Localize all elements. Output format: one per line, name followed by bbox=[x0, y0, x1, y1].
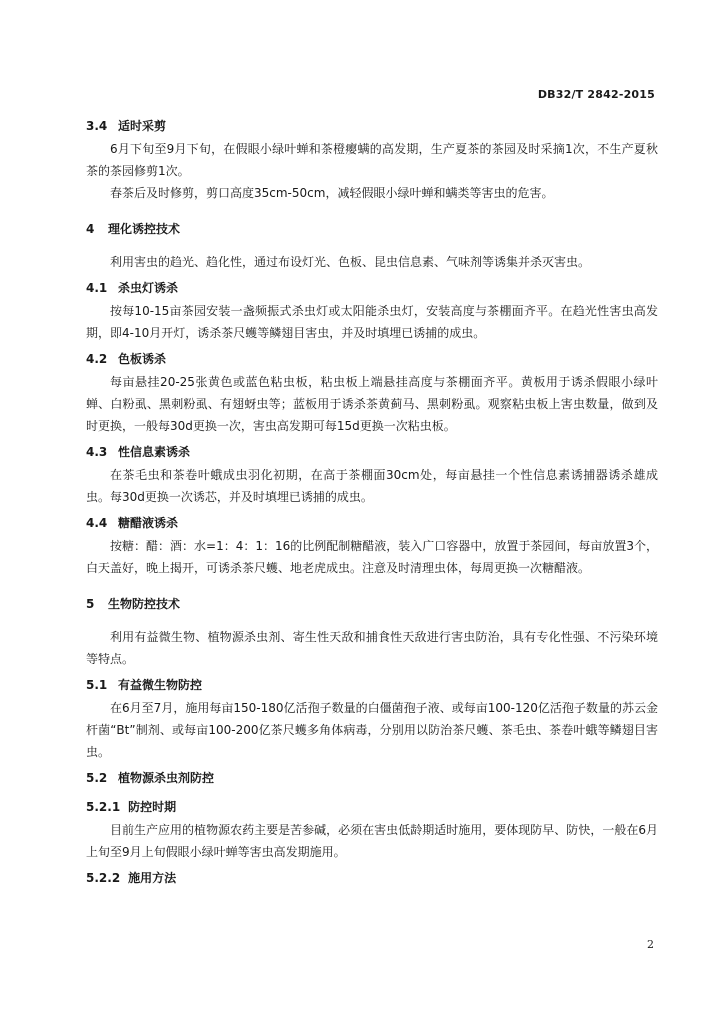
section-heading bbox=[86, 117, 658, 134]
section-number: 4.1 bbox=[86, 281, 108, 295]
paragraph: 利用害虫的趋光、趋化性，通过布设灯光、色板、昆虫信息素、气味剂等诱集并杀灭害虫。 bbox=[110, 255, 591, 269]
section-4 bbox=[86, 220, 658, 273]
section-heading bbox=[86, 769, 658, 786]
section-title: 有益微生物防控 bbox=[118, 678, 203, 692]
section-heading bbox=[86, 514, 658, 531]
section-number: 5 bbox=[86, 597, 95, 611]
section-number: 4.4 bbox=[86, 516, 108, 530]
section-title: 色板诱杀 bbox=[118, 352, 167, 366]
section-5-2 bbox=[86, 769, 658, 786]
paragraph: 春茶后及时修剪，剪口高度35cm-50cm，减轻假眼小绿叶蝉和螨类等害虫的危害。 bbox=[110, 186, 554, 200]
section-number: 4.2 bbox=[86, 352, 108, 366]
section-title: 杀虫灯诱杀 bbox=[118, 281, 179, 295]
section-heading bbox=[86, 676, 658, 693]
section-4-4 bbox=[86, 514, 658, 579]
section-5-1 bbox=[86, 676, 658, 763]
section-heading bbox=[86, 443, 658, 460]
section-number: 5.2 bbox=[86, 771, 108, 785]
paragraph: 按每10-15亩茶园安装一盏频振式杀虫灯或太阳能杀虫灯，安装高度与茶棚面齐平。在趋光性害虫高发期，即4-10月开灯，诱杀茶尺蠖等鳞翅目害虫，并及时填埋已诱捕的成虫。 bbox=[86, 304, 658, 340]
section-4-1 bbox=[86, 279, 658, 344]
section-number: 5.1 bbox=[86, 678, 108, 692]
paragraph: 利用有益微生物、植物源杀虫剂、寄生性天敌和捕食性天敌进行害虫防治，具有专化性强、不污染环境等特点。 bbox=[86, 630, 658, 666]
section-heading bbox=[86, 220, 658, 237]
section-number: 4.3 bbox=[86, 445, 108, 459]
document-body bbox=[86, 117, 658, 886]
section-heading bbox=[86, 279, 658, 296]
section-title: 植物源杀虫剂防控 bbox=[118, 771, 215, 785]
paragraph: 6月下旬至9月下旬，在假眼小绿叶蝉和茶橙瘿螨的高发期，生产夏茶的茶园及时采摘1次，不生产夏秋茶的茶园修剪1次。 bbox=[86, 142, 658, 178]
section-title: 生物防控技术 bbox=[108, 597, 181, 611]
section-4-3 bbox=[86, 443, 658, 508]
section-title: 适时采剪 bbox=[118, 119, 167, 133]
paragraph: 目前生产应用的植物源农药主要是苦参碱，必须在害虫低龄期适时施用，要体现防早、防快，一般在6月上旬至9月上旬假眼小绿叶蝉等害虫高发期施用。 bbox=[86, 823, 658, 859]
section-heading bbox=[86, 869, 658, 886]
section-4-2 bbox=[86, 350, 658, 437]
section-5 bbox=[86, 595, 658, 670]
section-3-4 bbox=[86, 117, 658, 204]
paragraph: 在茶毛虫和茶卷叶蛾成虫羽化初期，在高于茶棚面30cm处，每亩悬挂一个性信息素诱捕器诱杀雄成虫。每30d更换一次诱芯，并及时填埋已诱捕的成虫。 bbox=[86, 468, 658, 504]
paragraph: 按糖：醋：酒：水=1：4：1：16的比例配制糖醋液，装入广口容器中，放置于茶园间，每亩放置3个，白天盖好，晚上揭开，可诱杀茶尺蠖、地老虎成虫。注意及时清理虫体，每周更换一次糖醋液。 bbox=[86, 539, 658, 575]
section-heading bbox=[86, 798, 658, 815]
section-title: 性信息素诱杀 bbox=[118, 445, 191, 459]
section-title: 理化诱控技术 bbox=[108, 222, 181, 236]
section-heading bbox=[86, 350, 658, 367]
section-5-2-2 bbox=[86, 869, 658, 886]
document-code: DB32/T 2842-2015 bbox=[537, 88, 655, 101]
section-title: 糖醋液诱杀 bbox=[118, 516, 179, 530]
section-number: 5.2.1 bbox=[86, 800, 121, 814]
paragraph: 在6月至7月，施用每亩150-180亿活孢子数量的白僵菌孢子液、或每亩100-120亿活孢子数量的苏云金杆菌“Bt”制剂、或每亩100-200亿茶尺蠖多角体病毒，分别用以防治茶尺蠖、茶毛虫、茶卷叶蛾等鳞翅目害虫。 bbox=[86, 701, 658, 759]
section-number: 5.2.2 bbox=[86, 871, 121, 885]
section-number: 3.4 bbox=[86, 119, 108, 133]
page-number: 2 bbox=[647, 938, 654, 951]
section-title: 防控时期 bbox=[128, 800, 177, 814]
paragraph: 每亩悬挂20-25张黄色或蓝色粘虫板，粘虫板上端悬挂高度与茶棚面齐平。黄板用于诱杀假眼小绿叶蝉、白粉虱、黑刺粉虱、有翅蚜虫等；蓝板用于诱杀茶黄蓟马、黑刺粉虱。观察粘虫板上害虫数量，做到及时更换，一般每30d更换一次，害虫高发期可每15d更换一次粘虫板。 bbox=[86, 375, 658, 433]
section-title: 施用方法 bbox=[128, 871, 177, 885]
section-5-2-1 bbox=[86, 798, 658, 863]
section-heading bbox=[86, 595, 658, 612]
section-number: 4 bbox=[86, 222, 95, 236]
